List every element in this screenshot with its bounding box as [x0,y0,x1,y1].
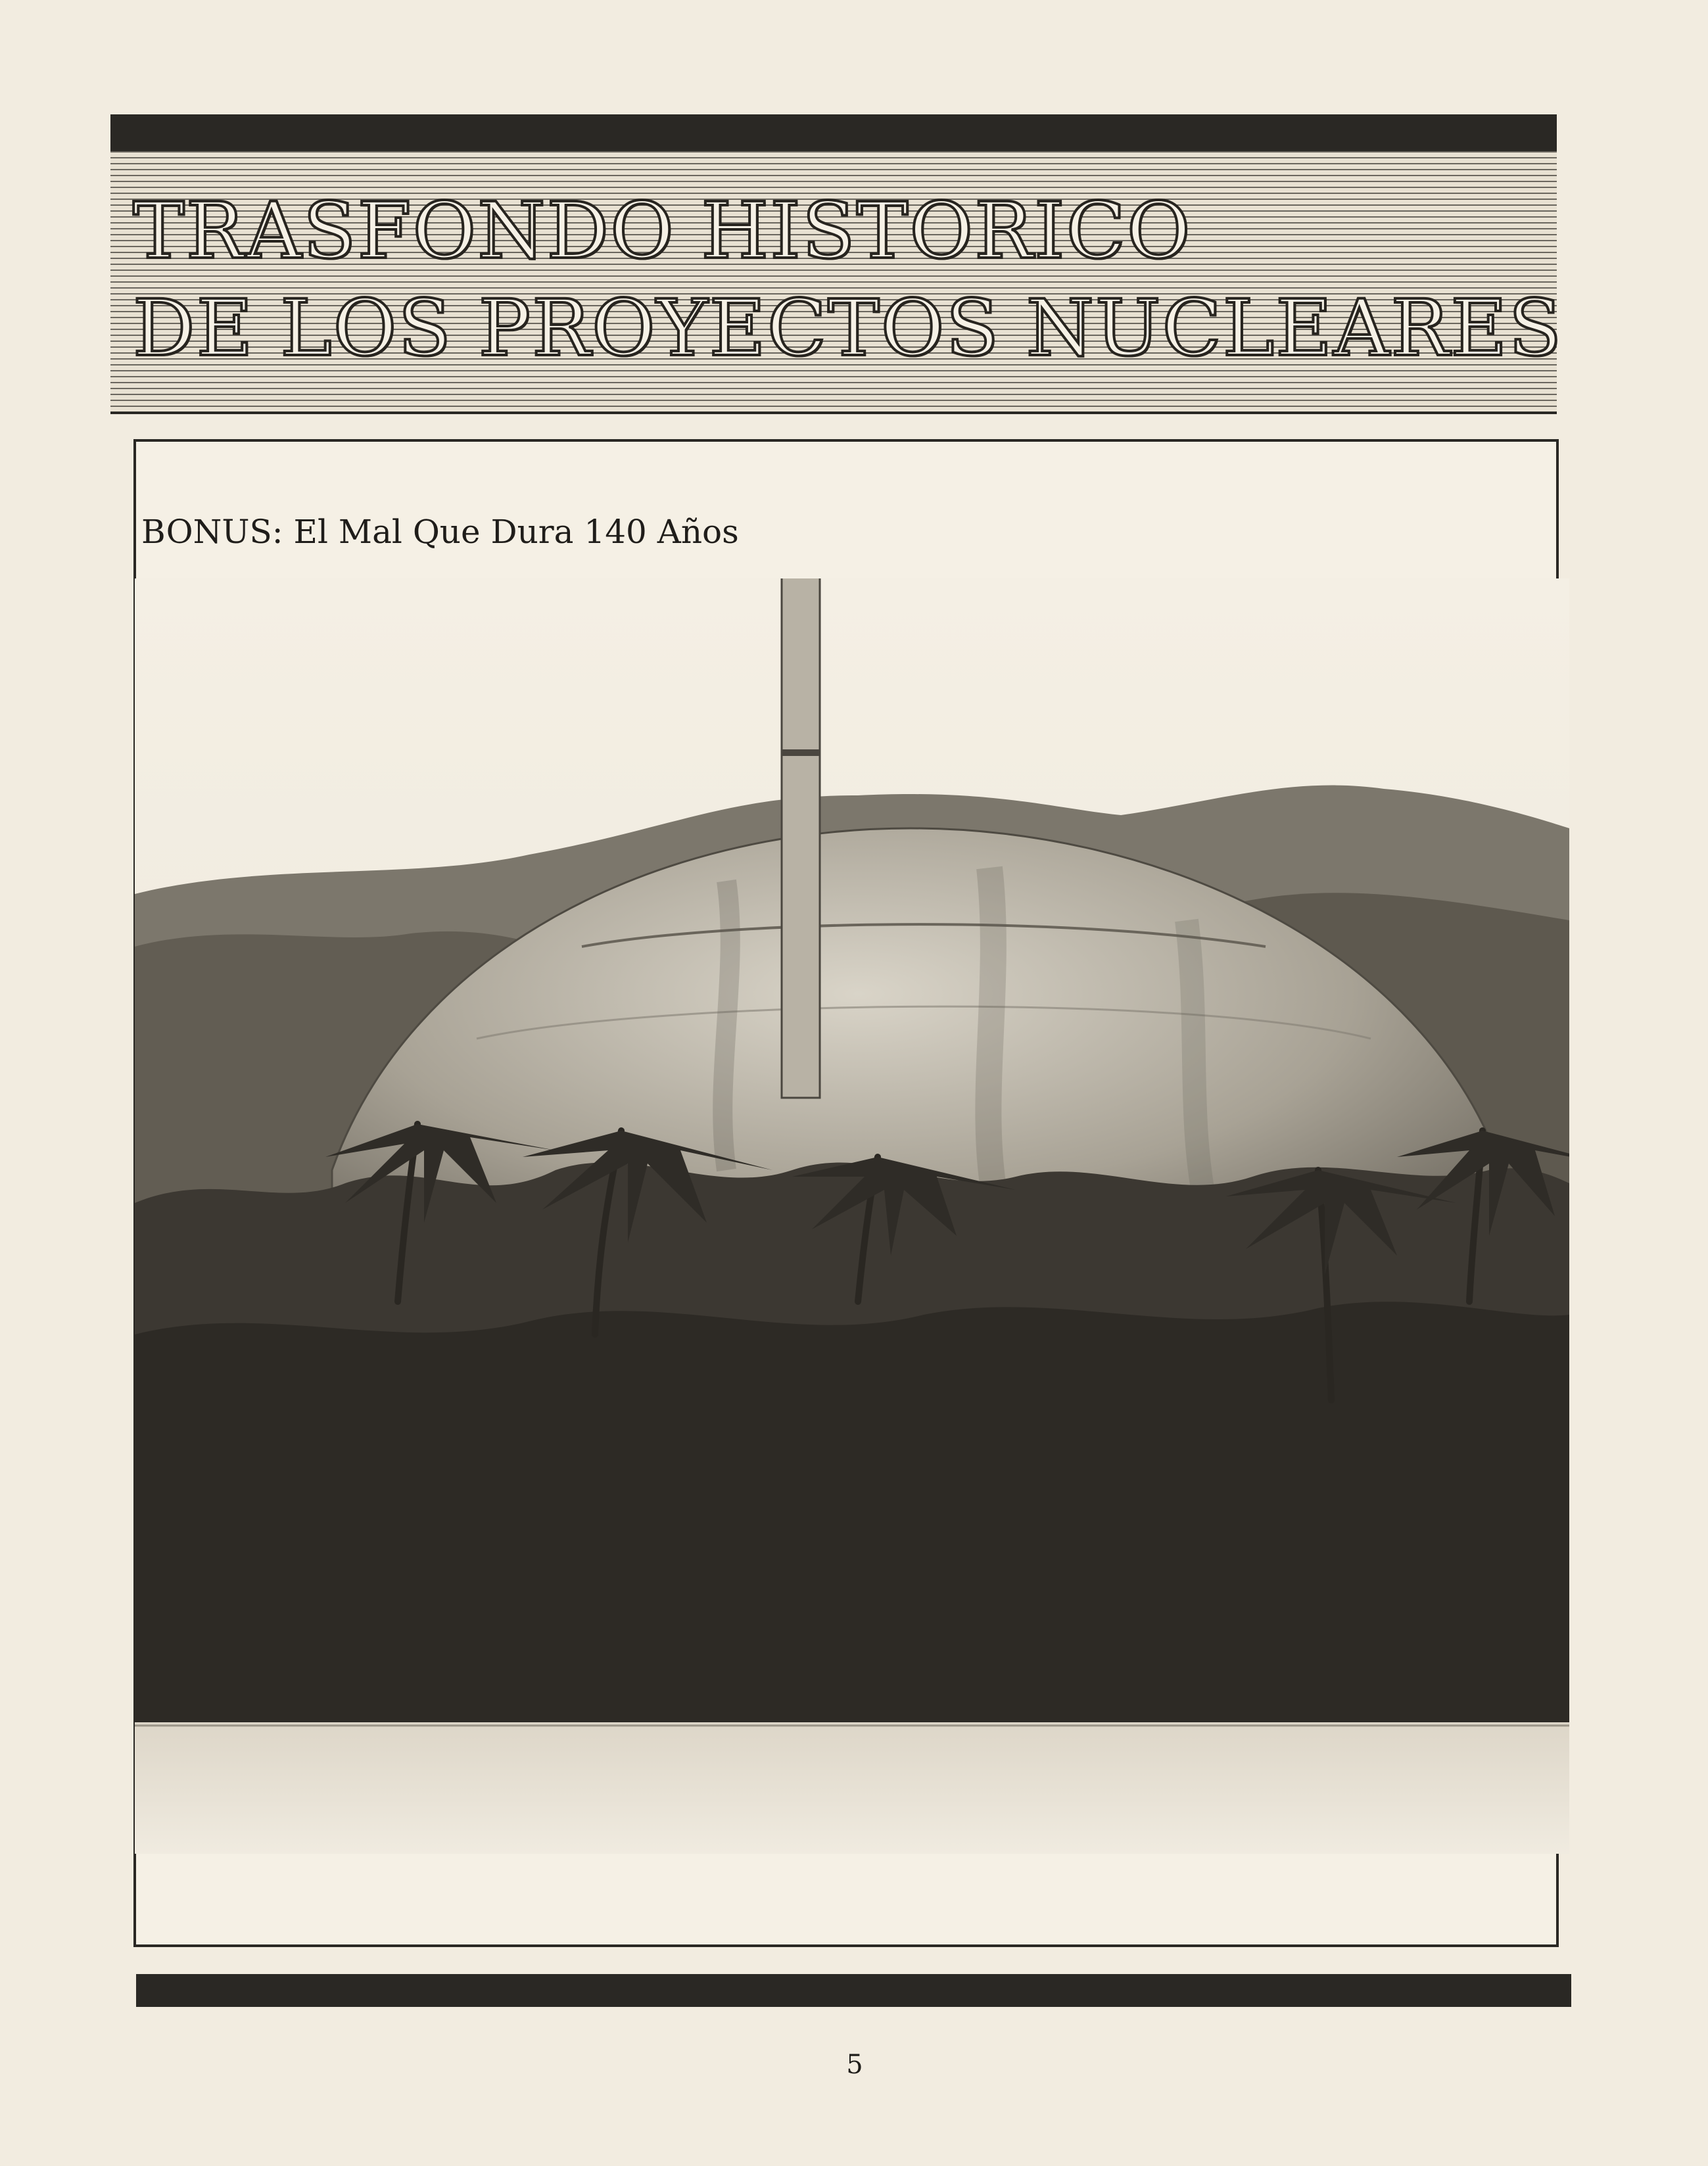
road [135,1722,1569,1854]
page-title-line-2: DE LOS PROYECTOS NUCLEARES [133,283,1563,373]
footer-rule [136,1974,1571,2007]
exhaust-stack [782,578,820,1098]
page-number: 5 [846,2050,863,2080]
page-title-line-1: TRASFONDO HISTORICO [133,185,1192,276]
header-top-rule [110,114,1557,151]
title-banner [110,151,1563,414]
photo-caption: BONUS: El Mal Que Dura 140 Años [141,513,739,551]
reactor-dome-photo [135,578,1569,1854]
